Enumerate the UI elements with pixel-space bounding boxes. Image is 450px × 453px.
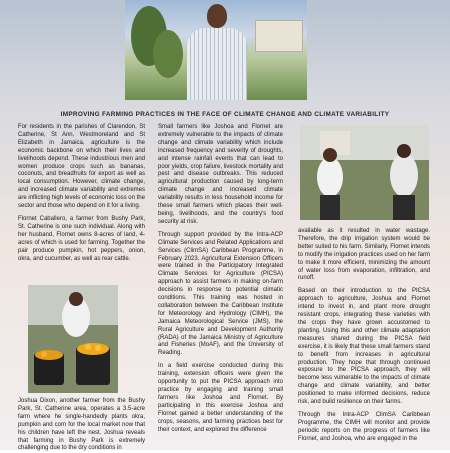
paragraph: Based on their introduction to the PICSA approach to agriculture, Joshua and Flornet intend to invest in, and plant more drought resistant crops, integrating these varieties with the crops they have grown accustomed to planting. Using this and other climate adaptation measures shared during the PICSA field exercise, it is likely that these small farmers stand to benefit from increases in agricultural production. They hope that through continued exposure to the PICSA approach, they will become less vulnerable to the impacts of climate change and climate variability, and better positioned to make informed decisions, reduce risk, and build resilience on their farms. [298,288,430,406]
photo-tree [153,30,183,78]
text-column-1 [18,124,145,268]
text-column-3 [298,228,430,449]
photo-extension-officers [300,125,429,220]
photo-house [255,20,303,52]
paragraph: Through the Intra-ACP ClimSA Caribbean Programme, the CIMH will monitor and provide periodic reports on the progress of farmers like Flornet, and Joshoa, who are engaged in the [298,411,430,442]
paragraph: For residents in the parishes of Clarendon, St Catherine, St Ann, Westmoreland and St Elizabeth in Jamaica, agriculture is the economic backbone on which their lives and livelihoods depend. These industrious men and women produce crops such as bananas, coconuts, and breadfruits for export as well as local consumption. However, climate change, and increased climate variability and extremes are inflicting high levels of economic loss on the sector and those who depend on it for a living. [18,124,145,210]
photo-caption: Joshua Dixon, another farmer from the Bushy Park, St. Catherine area, operates a 3.5-acre farm where he single-handedly plants okra, pumpkin and corn for the local market now that his children have left the nest. Joshua reveals that farming in Bushy Park is extremely challenging due to the dry conditions in [18,398,145,452]
article-title: IMPROVING FARMING PRACTICES IN THE FACE OF CLIMATE CHANGE AND CLIMATE VARIABILITY [60,111,390,118]
photo-farmer-with-crates [28,285,118,393]
photo-person-shirt [187,28,247,100]
paragraph: Small farmers like Joshoa and Flornet are extremely vulnerable to the impacts of climate change and climate variability which include increased frequency and severity of droughts, and intense rainfall events that can lead to poor yields, crop failure, livestock mortality and pest and disease outbreaks. This reduced agricultural production caused by long-term climate change and increased climate variability results in less household income for these small farmers which places their well-being, livelihoods, and the country's food security at risk. [158,124,283,225]
photo-illustration [28,285,118,393]
paragraph: In a field exercise conducted during this training, extension officers were given the opportunity to put the PICSA approach into practice by engaging and training small farmers like Joshoa and Flornet. By participating in this exercise Joshoa and Flornet gained a better understanding of the crops, seasons, and farming practices best for their context, and explored the difference [158,363,283,433]
paragraph: available as it resulted in water wastage. Therefore, the drip irrigation system would be better suited to his farm. Similarly, Flornet intends to modify the irrigation practices used on her farm to make it more efficient, minimizing the amount of water loss from evaporation, infiltration, and runoff. [298,228,430,282]
text-column-2 [158,124,283,439]
photo-illustration [300,125,429,220]
paragraph: Flornet Caballero, a farmer from Bushy Park, St. Catherine is one such individual. Along with her husband, Flornet owns 8-acres of land, 4-acres of which is used for farming. Together the pair produce pumpkin, hot peppers, onion, okra, and cucumber, as well as rear cattle. [18,215,145,262]
header-photo-farmer [125,0,307,100]
photo-person-head [207,4,227,28]
paragraph: Through support provided by the Intra-ACP Climate Services and Related Applications and Services (ClimSA) Caribbean Programme, in February 2023, Agricultural Extension Officers were trained in the Participatory Integrated Climate Services for Agriculture (PICSA) approach to assist farmers in making on-farm decisions in response to potential climatic conditions. This training was hosted in collaboration between the Caribbean Institute for Meteorology and Hydrology (CIMH), the Jamaica Meteorological Service (JMS), the Rural Agriculture and Development Authority (RADA) of the Jamaica Ministry of Agriculture and Fisheries (MoAF), and the University of Reading. [158,231,283,357]
